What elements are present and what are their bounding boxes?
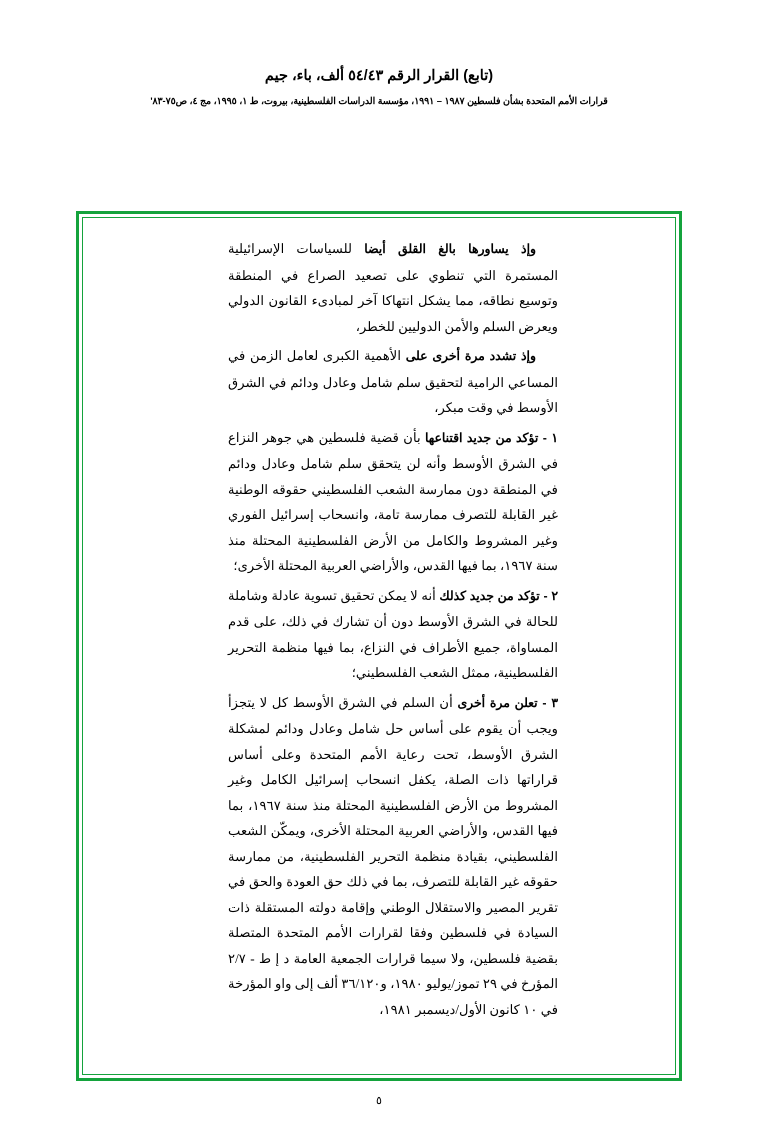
paragraph-4 (228, 583, 558, 686)
paragraph-1 (228, 236, 558, 339)
paragraph-2-text: الأهمية الكبرى لعامل الزمن في المساعي الرامية لتحقيق سلم شامل وعادل ودائم في الشرق الأوسط في وقت مبكر، (228, 348, 558, 415)
paragraph-5-number: ٣ - تعلن مرة أخرى (457, 695, 558, 710)
page-number: ٥ (376, 1095, 382, 1107)
paragraph-5 (228, 690, 558, 1023)
paragraph-1-text: للسياسات الإسرائيلية المستمرة التي تنطوي على تصعيد الصراع في المنطقة وتوسيع نطاقه، مما يشكل انتهاكا آخر لمبادىء القانون الدولي ويعرض السلم والأمن الدوليين للخطر، (228, 241, 558, 334)
paragraph-3-number: ١ - تؤكد من جديد اقتناعها (424, 430, 559, 445)
paragraph-3-text: بأن قضية فلسطين هي جوهر النزاع في الشرق الأوسط وأنه لن يتحقق سلم شامل وعادل ودائم في المنطقة دون ممارسة الشعب الفلسطيني حقوقه الوطنية غير القابلة للتصرف ممارسة تامة، وانسحاب إسرائيل الفوري وغير المشروط والكامل من الأرض الفلسطينية المحتلة منذ سنة ١٩٦٧، بما فيها القدس، والأراضي العربية المحتلة الأخرى؛ (228, 429, 558, 573)
paragraph-3 (228, 425, 558, 579)
source-citation: قرارات الأمم المتحدة بشأن فلسطين ١٩٨٧ – ١٩٩١، مؤسسة الدراسات الفلسطينية، بيروت، ط ١، ١٩٩٥، مج ٤، ص٧٥-٨٣' (150, 96, 608, 106)
document-page (0, 68, 758, 1146)
document-body (228, 236, 558, 1026)
paragraph-4-text: أنه لا يمكن تحقيق تسوية عادلة وشاملة للحالة في الشرق الأوسط دون أن تشارك في ذلك، على قدم المساواة، جميع الأطراف في النزاع، بما فيها منظمة التحرير الفلسطينية، ممثل الشعب الفلسطيني؛ (228, 587, 558, 680)
paragraph-5-text: أن السلم في الشرق الأوسط كل لا يتجزأ ويجب أن يقوم على أساس حل شامل وعادل ودائم لمشكلة الشرق الأوسط، تحت رعاية الأمم المتحدة وعلى أساس قراراتها ذات الصلة، يكفل انسحاب إسرائيل الكامل وغير المشروط من الأرض الفلسطينية المحتلة منذ سنة ١٩٦٧، بما فيها القدس، والأراضي العربية المحتلة الأخرى، ويمكّن الشعب الفلسطيني، بقيادة منظمة التحرير الفلسطينية، من ممارسة حقوقه غير القابلة للتصرف، بما في ذلك حق العودة والحق في تقرير المصير والاستقلال الوطني وإقامة دولته المستقلة ذات السيادة في فلسطين وفقا لقرارات الأمم المتحدة المتصلة بقضية فلسطين، ولا سيما قرارات الجمعية العامة د إ ط - ٢/٧ المؤرخ في ٢٩ تموز/يوليو ١٩٨٠، و٣٦/١٢٠ ألف إلى واو المؤرخة في ١٠ كانون الأول/ديسمبر ١٩٨١، (228, 694, 559, 1017)
page-title: (تابع) القرار الرقم ٥٤/٤٣ ألف، باء، جيم (264, 68, 494, 84)
paragraph-2 (228, 343, 558, 421)
document-header (0, 68, 758, 107)
paragraph-1-lead: وإذ يساورها بالغ القلق أيضا (364, 242, 536, 256)
paragraph-2-lead: وإذ تشدد مرة أخرى على (405, 349, 536, 363)
paragraph-4-number: ٢ - تؤكد من جديد كذلك (439, 588, 558, 603)
